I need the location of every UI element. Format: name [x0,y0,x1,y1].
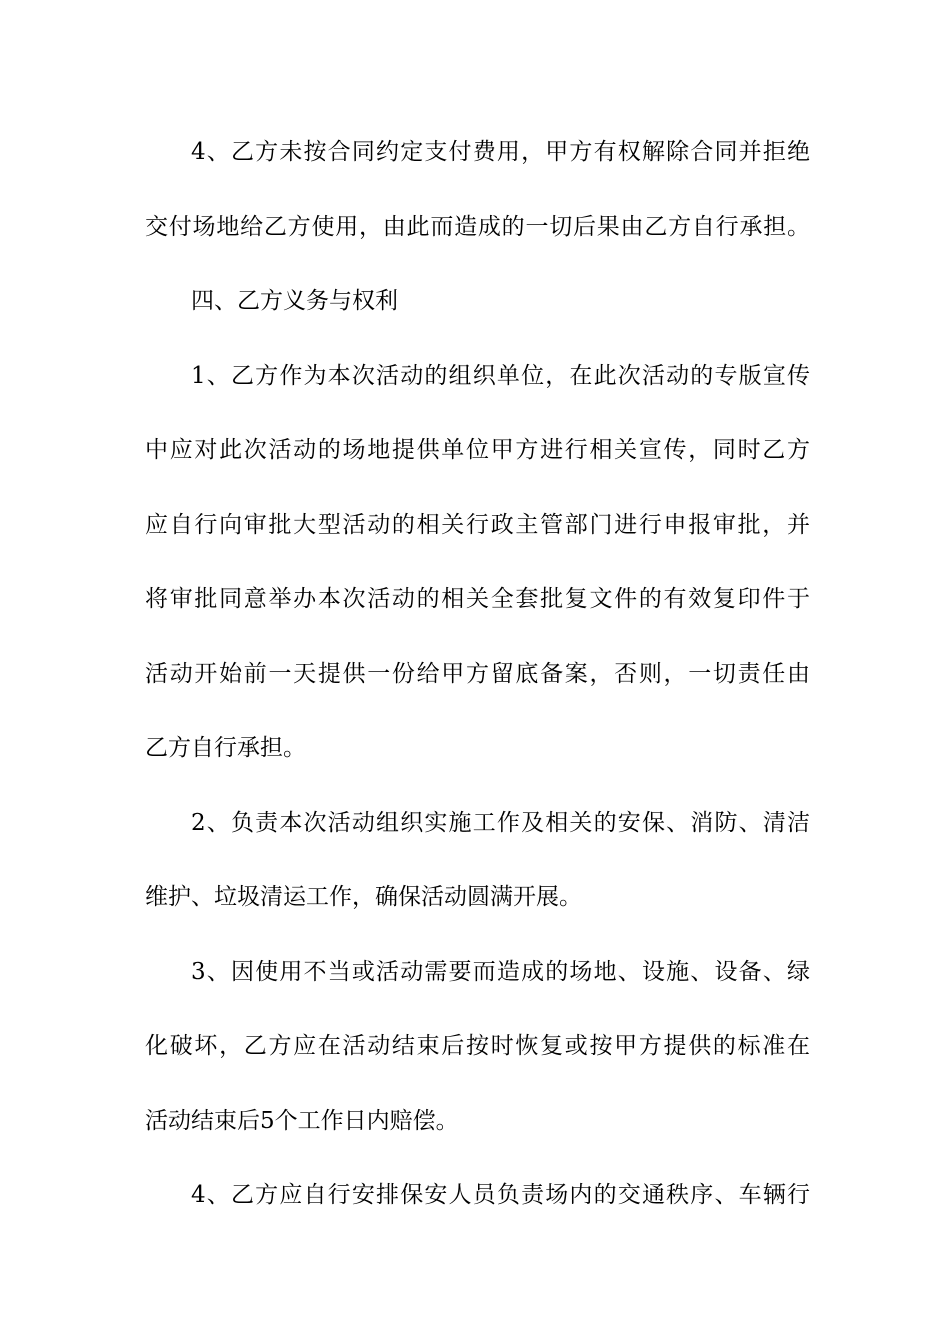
text-line: 交付场地给乙方使用，由此而造成的一切后果由乙方自行承担。 [145,213,810,240]
text-line: 1、乙方作为本次活动的组织单位，在此次活动的专版宣传 [191,362,810,389]
text-line: 化破坏，乙方应在活动结束后按时恢复或按甲方提供的标准在 [145,1033,810,1059]
text-line: 维护、垃圾清运工作，确保活动圆满开展。 [145,884,582,910]
text-line: 乙方自行承担。 [145,735,306,761]
text-line: 将审批同意举办本次活动的相关全套批复文件的有效复印件于 [145,586,810,612]
text-line: 中应对此次活动的场地提供单位甲方进行相关宣传，同时乙方 [145,437,810,463]
document-body [145,126,810,1244]
text-line: 活动开始前一天提供一份给甲方留底备案，否则，一切责任由 [145,660,810,687]
text-line: 应自行向审批大型活动的相关行政主管部门进行申报审批，并 [145,511,810,538]
text-line: 4、乙方未按合同约定支付费用，甲方有权解除合同并拒绝 [191,139,810,165]
text-line: 3、因使用不当或活动需要而造成的场地、设施、设备、绿 [191,958,810,985]
text-line: 2、负责本次活动组织实施工作及相关的安保、消防、清洁 [191,809,810,836]
text-line: 四、乙方义务与权利 [191,288,398,314]
text-line: 4、乙方应自行安排保安人员负责场内的交通秩序、车辆行 [191,1182,810,1208]
text-line: 活动结束后5个工作日内赔偿。 [145,1107,459,1134]
